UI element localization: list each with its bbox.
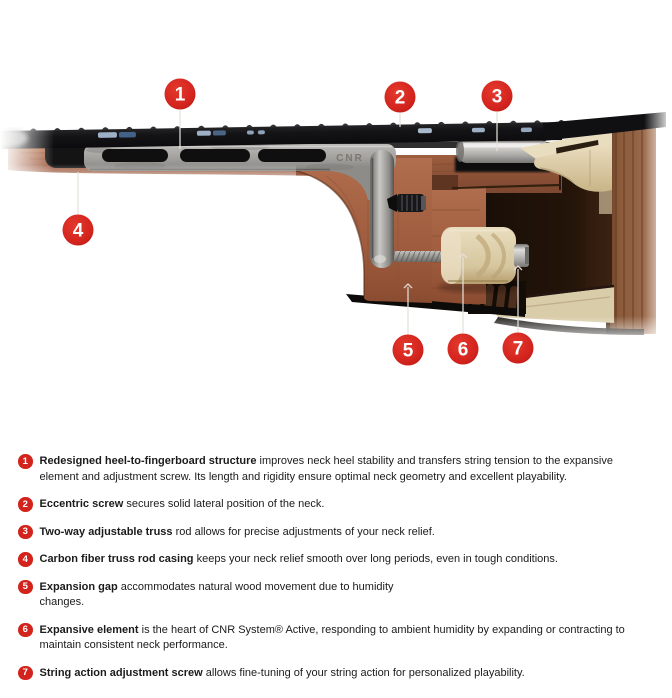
- legend-term: Eccentric screw: [39, 498, 124, 510]
- legend-bullet-6: [18, 623, 33, 638]
- legend-bullet-4: [18, 552, 33, 567]
- legend-item-1: [18, 454, 658, 485]
- legend-bullet-number: 6: [22, 624, 28, 635]
- legend-bullet-number: 2: [22, 498, 28, 510]
- legend-description: rod allows for precise adjustments of your neck relief.: [172, 525, 435, 538]
- metal-slot: [102, 149, 326, 162]
- legend-term: Two-way adjustable truss: [39, 525, 173, 538]
- callout-marker-5: [393, 335, 424, 366]
- threaded-rod: [394, 251, 443, 262]
- legend-item-2: [18, 497, 658, 513]
- callout-marker-6: [448, 334, 479, 365]
- legend-text-5: [40, 580, 400, 611]
- legend-bullet-number: 5: [22, 581, 28, 592]
- legend-text-3: [40, 525, 435, 541]
- legend-text-2: [40, 497, 325, 513]
- legend-item-6: [18, 623, 658, 654]
- svg-text:7: 7: [512, 338, 524, 360]
- expansive-element: [441, 227, 516, 284]
- legend-bullet-7: [18, 666, 33, 681]
- svg-text:6: 6: [457, 339, 469, 361]
- legend-term: Expansion gap: [39, 580, 118, 593]
- legend-term: Expansive element: [39, 623, 139, 636]
- legend-description: improves neck heel stability and transfers string tension to the expansive element and adjustment screw. Its length and rigidity ensure optimal neck geometry and excellent playability.: [39, 455, 613, 483]
- svg-text:1: 1: [174, 84, 186, 106]
- legend-item-5: [18, 580, 658, 611]
- legend-term: String action adjustment screw: [39, 666, 203, 679]
- svg-text:4: 4: [72, 220, 84, 242]
- callout-marker-7: [503, 333, 534, 364]
- legend-bullet-3: [18, 525, 33, 540]
- legend-bullet-number: 1: [22, 455, 28, 467]
- string-action-adjustment-screw: [514, 244, 529, 267]
- legend: [0, 444, 672, 681]
- legend-bullet-number: 7: [22, 667, 28, 678]
- legend-bullet-1: [18, 454, 33, 469]
- svg-text:5: 5: [402, 340, 414, 362]
- legend-description: is the heart of CNR System® Active, responding to ambient humidity by expanding or contracting to maintain consistent neck performance.: [39, 623, 625, 651]
- legend-bullet-number: 3: [22, 526, 28, 537]
- legend-description: allows fine-tuning of your string action for personalized playability.: [202, 666, 525, 679]
- svg-text:3: 3: [491, 86, 503, 108]
- legend-term: Redesigned heel-to-fingerboard structure: [39, 455, 257, 467]
- legend-bullet-5: [18, 580, 33, 595]
- legend-description: accommodates natural wood movement due to humidity changes.: [39, 580, 394, 608]
- legend-bullet-2: [18, 497, 33, 512]
- legend-item-3: [18, 525, 658, 541]
- callout-marker-2: [385, 82, 416, 113]
- legend-text-7: [40, 666, 525, 682]
- svg-text:2: 2: [394, 87, 406, 109]
- metal-engraving: CNR: [336, 153, 364, 164]
- legend-text-4: [40, 552, 558, 568]
- legend-text-1: [40, 454, 646, 485]
- callout-marker-1: [165, 79, 196, 110]
- legend-term: Carbon fiber truss rod casing: [39, 553, 194, 565]
- legend-item-4: [18, 552, 658, 568]
- legend-item-7: [18, 666, 658, 682]
- legend-text-6: [40, 623, 646, 654]
- legend-description: secures solid lateral position of the neck.: [123, 498, 325, 510]
- callout-marker-3: [482, 81, 513, 112]
- heel-metal-leg: [370, 150, 394, 268]
- legend-description: keeps your neck relief smooth over long periods, even in tough conditions.: [193, 553, 558, 565]
- legend-bullet-number: 4: [22, 553, 28, 565]
- callout-marker-4: [63, 215, 94, 246]
- eccentric-screw: [387, 194, 426, 212]
